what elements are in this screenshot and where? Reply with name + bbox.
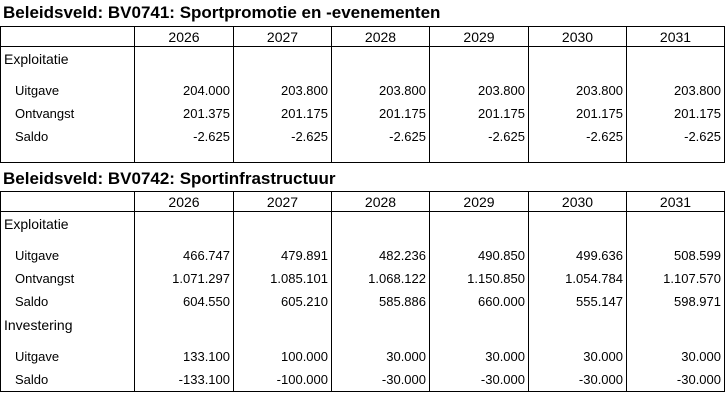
table-row — [1, 47, 724, 79]
table-row — [1, 212, 724, 244]
row-label: Uitgave — [15, 349, 60, 364]
value-cell: 203.800 — [233, 79, 331, 102]
value-cell: 30.000 — [626, 345, 724, 368]
value-cell — [626, 47, 724, 79]
year-header-cell: 2031 — [626, 192, 724, 212]
row-label: Saldo — [15, 129, 49, 144]
value-cell: -133.100 — [134, 368, 233, 391]
year-header-cell: 2026 — [134, 192, 233, 212]
value-cell: 1.071.297 — [134, 267, 233, 290]
table-row — [1, 125, 724, 148]
year-header-cell: 2030 — [528, 27, 626, 47]
value-cell: 201.375 — [134, 102, 233, 125]
table-row — [1, 79, 724, 102]
value-cell — [429, 212, 528, 244]
value-cell: 204.000 — [134, 79, 233, 102]
table-filler-row — [1, 148, 724, 162]
value-cell: 203.800 — [528, 79, 626, 102]
year-header-cell: 2026 — [134, 27, 233, 47]
value-cell: 1.054.784 — [528, 267, 626, 290]
table-row — [1, 102, 724, 125]
value-cell: 585.886 — [331, 290, 429, 313]
filler-cell — [331, 148, 429, 162]
value-cell — [429, 47, 528, 79]
value-cell: -30.000 — [626, 368, 724, 391]
value-cell — [134, 212, 233, 244]
table-row — [1, 345, 724, 368]
row-label: Exploitatie — [4, 216, 69, 232]
value-cell — [626, 313, 724, 345]
table-header-row — [1, 27, 724, 47]
year-header-cell: 2027 — [233, 192, 331, 212]
value-cell: 203.800 — [331, 79, 429, 102]
filler-cell — [528, 148, 626, 162]
value-cell — [429, 313, 528, 345]
value-cell: -2.625 — [429, 125, 528, 148]
value-cell: 604.550 — [134, 290, 233, 313]
value-cell: 598.971 — [626, 290, 724, 313]
row-label: Uitgave — [15, 83, 60, 98]
row-label: Ontvangst — [15, 271, 75, 286]
value-cell — [331, 47, 429, 79]
year-header-cell: 2027 — [233, 27, 331, 47]
value-cell: 201.175 — [233, 102, 331, 125]
value-cell — [528, 47, 626, 79]
value-cell: 201.175 — [429, 102, 528, 125]
value-cell: 201.175 — [626, 102, 724, 125]
value-cell: 201.175 — [528, 102, 626, 125]
section-title: Beleidsveld: BV0741: Sportpromotie en -evenementen — [3, 3, 441, 22]
table-row — [1, 368, 724, 391]
value-cell: 479.891 — [233, 244, 331, 267]
filler-cell — [626, 148, 724, 162]
budget-table — [0, 26, 725, 163]
value-cell: -2.625 — [134, 125, 233, 148]
year-header-cell: 2031 — [626, 27, 724, 47]
value-cell: 1.085.101 — [233, 267, 331, 290]
value-cell: -30.000 — [331, 368, 429, 391]
table-row — [1, 267, 724, 290]
filler-cell — [134, 148, 233, 162]
value-cell: 1.107.570 — [626, 267, 724, 290]
filler-cell — [1, 148, 134, 162]
table-row — [1, 290, 724, 313]
filler-cell — [429, 148, 528, 162]
value-cell: 466.747 — [134, 244, 233, 267]
row-label: Saldo — [15, 294, 49, 309]
value-cell: -2.625 — [626, 125, 724, 148]
value-cell: 482.236 — [331, 244, 429, 267]
value-cell: -2.625 — [233, 125, 331, 148]
value-cell: 1.068.122 — [331, 267, 429, 290]
row-label: Investering — [4, 317, 73, 333]
value-cell: 30.000 — [528, 345, 626, 368]
table-row — [1, 313, 724, 345]
value-cell — [134, 313, 233, 345]
budget-table — [0, 191, 725, 392]
value-cell: 1.150.850 — [429, 267, 528, 290]
policy-field-section — [0, 163, 725, 392]
value-cell — [134, 47, 233, 79]
value-cell: 30.000 — [429, 345, 528, 368]
value-cell — [528, 212, 626, 244]
value-cell: -2.625 — [331, 125, 429, 148]
value-cell — [331, 212, 429, 244]
value-cell: 605.210 — [233, 290, 331, 313]
table-header-row — [1, 192, 724, 212]
value-cell: 490.850 — [429, 244, 528, 267]
value-cell: 203.800 — [626, 79, 724, 102]
value-cell: 499.636 — [528, 244, 626, 267]
year-header-cell: 2029 — [429, 27, 528, 47]
table-body — [1, 47, 724, 162]
value-cell: 555.147 — [528, 290, 626, 313]
value-cell: 30.000 — [331, 345, 429, 368]
value-cell: 508.599 — [626, 244, 724, 267]
corner-cell — [1, 192, 134, 212]
value-cell: 133.100 — [134, 345, 233, 368]
row-label: Exploitatie — [4, 51, 69, 67]
row-label: Ontvangst — [15, 106, 75, 121]
year-header-cell: 2029 — [429, 192, 528, 212]
year-header-cell: 2028 — [331, 27, 429, 47]
row-label: Saldo — [15, 372, 49, 387]
table-row — [1, 244, 724, 267]
value-cell: -30.000 — [528, 368, 626, 391]
table-body — [1, 212, 724, 391]
value-cell — [528, 313, 626, 345]
year-header-cell: 2028 — [331, 192, 429, 212]
row-label: Uitgave — [15, 248, 60, 263]
value-cell: -30.000 — [429, 368, 528, 391]
corner-cell — [1, 27, 134, 47]
value-cell — [233, 212, 331, 244]
filler-cell — [233, 148, 331, 162]
value-cell: -100.000 — [233, 368, 331, 391]
value-cell — [233, 313, 331, 345]
value-cell — [233, 47, 331, 79]
value-cell — [626, 212, 724, 244]
policy-field-section — [0, 0, 725, 163]
value-cell: 203.800 — [429, 79, 528, 102]
year-header-cell: 2030 — [528, 192, 626, 212]
section-title: Beleidsveld: BV0742: Sportinfrastructuur — [3, 169, 336, 188]
value-cell: -2.625 — [528, 125, 626, 148]
value-cell: 660.000 — [429, 290, 528, 313]
value-cell: 201.175 — [331, 102, 429, 125]
value-cell — [331, 313, 429, 345]
value-cell: 100.000 — [233, 345, 331, 368]
